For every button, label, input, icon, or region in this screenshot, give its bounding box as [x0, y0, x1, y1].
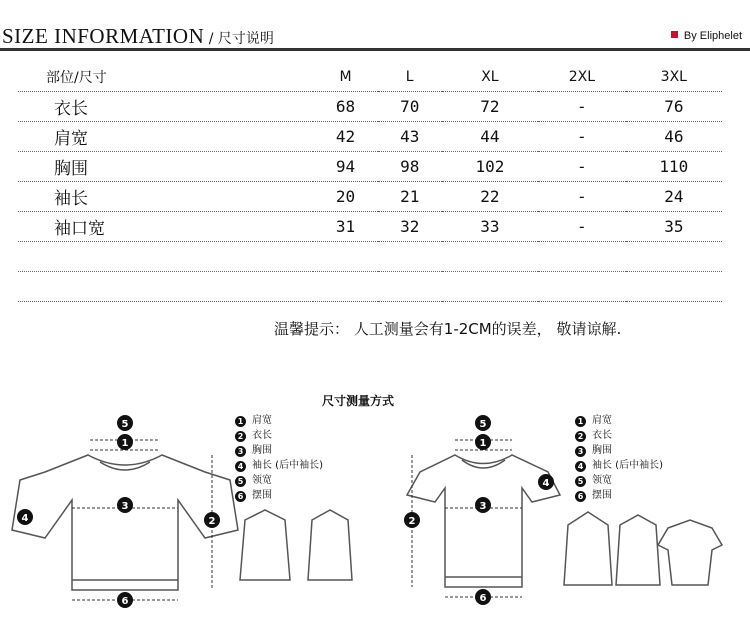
page-title: SIZE INFORMATION / 尺寸说明	[2, 24, 274, 48]
column-header: XL	[442, 62, 538, 92]
legend-item: 3 胸围	[575, 443, 663, 458]
row-label: 胸围	[18, 152, 313, 182]
tee-marker-3	[475, 497, 491, 513]
svg-text:2: 2	[408, 516, 416, 527]
legend-item: 6 摆围	[235, 488, 323, 503]
table-cell: 33	[442, 212, 538, 242]
table-cell: 44	[442, 122, 538, 152]
table-cell: 32	[378, 212, 442, 242]
table-cell: 21	[378, 182, 442, 212]
tee-marker-4	[538, 474, 554, 490]
table-cell: 76	[626, 92, 722, 122]
svg-text:1: 1	[121, 438, 129, 449]
table-cell: -	[538, 212, 626, 242]
row-label: 袖长	[18, 182, 313, 212]
legend-item: 4 袖长 (后中袖长)	[235, 458, 323, 473]
marker-1	[117, 434, 133, 450]
table-cell: 72	[442, 92, 538, 122]
header	[0, 24, 750, 50]
table-cell: 42	[313, 122, 377, 152]
marker-3	[117, 497, 133, 513]
legend-item: 3 胸围	[235, 443, 323, 458]
svg-text:5: 5	[121, 419, 129, 430]
svg-text:5: 5	[479, 419, 487, 430]
table-row	[18, 122, 722, 152]
diagram-title: 尺寸测量方式	[322, 394, 395, 408]
row-label: 袖口宽	[18, 212, 313, 242]
legend-item: 2 衣长	[575, 428, 663, 443]
table-cell: 110	[626, 152, 722, 182]
svg-text:3: 3	[479, 501, 487, 512]
tee-marker-1	[475, 434, 491, 450]
table-cell: -	[538, 122, 626, 152]
header-divider	[0, 48, 750, 51]
table-cell: 31	[313, 212, 377, 242]
brand-square-icon	[671, 31, 678, 38]
svg-text:3: 3	[121, 501, 129, 512]
empty-row	[18, 242, 722, 272]
column-header: L	[378, 62, 442, 92]
measurement-legend-right	[575, 413, 663, 503]
table-cell: -	[538, 182, 626, 212]
measurement-legend-left	[235, 413, 323, 503]
column-header: 部位/尺寸	[18, 62, 313, 92]
table-row	[18, 152, 722, 182]
table-header-row	[18, 62, 722, 92]
legend-item: 1 肩宽	[575, 413, 663, 428]
marker-2	[204, 512, 220, 528]
table-cell: 98	[378, 152, 442, 182]
table-cell: 94	[313, 152, 377, 182]
row-label: 衣长	[18, 92, 313, 122]
table-cell: 68	[313, 92, 377, 122]
legend-item: 5 领宽	[235, 473, 323, 488]
legend-item: 5 领宽	[575, 473, 663, 488]
svg-text:4: 4	[21, 513, 29, 524]
marker-6	[117, 592, 133, 608]
table-cell: 24	[626, 182, 722, 212]
measurement-note: 温馨提示： 人工测量会有1-2CM的误差， 敬请谅解.	[274, 320, 622, 338]
table-cell: 20	[313, 182, 377, 212]
size-table	[18, 62, 722, 302]
table-cell: 46	[626, 122, 722, 152]
table-cell: 22	[442, 182, 538, 212]
tee-marker-6	[475, 589, 491, 605]
table-cell: -	[538, 152, 626, 182]
svg-text:6: 6	[121, 596, 129, 607]
table-cell: 43	[378, 122, 442, 152]
legend-item: 2 衣长	[235, 428, 323, 443]
legend-item: 6 摆围	[575, 488, 663, 503]
table-row	[18, 212, 722, 242]
empty-row	[18, 272, 722, 302]
tee-marker-2	[404, 512, 420, 528]
svg-text:4: 4	[542, 478, 550, 489]
table-row	[18, 182, 722, 212]
svg-text:1: 1	[479, 438, 487, 449]
table-cell: 35	[626, 212, 722, 242]
column-header: 3XL	[626, 62, 722, 92]
column-header: M	[313, 62, 377, 92]
table-cell: 102	[442, 152, 538, 182]
column-header: 2XL	[538, 62, 626, 92]
row-label: 肩宽	[18, 122, 313, 152]
marker-4	[17, 509, 33, 525]
measurement-diagram	[0, 380, 750, 627]
tee-marker-5	[475, 415, 491, 431]
marker-5	[117, 415, 133, 431]
legend-item: 1 肩宽	[235, 413, 323, 428]
table-cell: 70	[378, 92, 442, 122]
brand-label: By Eliphelet	[671, 30, 742, 42]
svg-text:2: 2	[208, 516, 216, 527]
svg-text:6: 6	[479, 593, 487, 604]
table-row	[18, 92, 722, 122]
legend-item: 4 袖长 (后中袖长)	[575, 458, 663, 473]
table-cell: -	[538, 92, 626, 122]
